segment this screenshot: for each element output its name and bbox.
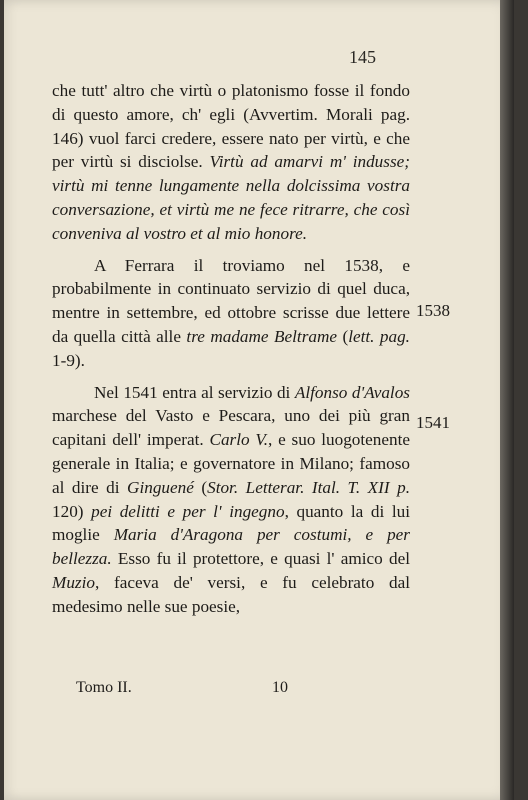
- text-run: Ginguené: [127, 477, 194, 497]
- book-spine-shadow: [500, 0, 514, 800]
- footer-signature: 10: [272, 679, 288, 696]
- text-run: che tutt' altro che virtù o platonismo fosse il fondo di questo amore, ch' egli (Avvertim. Morali pag. 146) vuol farci credere, essere nato per virtù, e che per virtù si disciolse.: [52, 81, 410, 172]
- text-run: , e suo luogotenente generale in Italia; e governatore in Milano; famoso al dire di: [52, 430, 410, 497]
- paragraph-2: [52, 254, 410, 373]
- text-run: , faceva de' versi, e fu celebrato dal medesimo nelle sue poesie,: [52, 572, 410, 616]
- text-run: Carlo V.: [209, 430, 268, 450]
- text-run: Muzio: [52, 572, 95, 592]
- body-text: [52, 79, 410, 619]
- text-run: Nel 1541 entra al servizio di: [94, 382, 295, 402]
- text-run: tre madame Beltrame: [186, 326, 338, 346]
- margin-year-1538: 1538: [416, 301, 450, 320]
- paragraph-1: [52, 79, 410, 246]
- paragraph-3: [52, 381, 410, 619]
- footer-volume: Tomo II.: [76, 679, 132, 696]
- text-run: A Ferrara il troviamo nel 1538, e probabilmente in continuato servizio di quel duca, mentre in settembre, ed ottobre scrisse due lettere da quella città alle: [52, 255, 410, 346]
- text-run: (: [337, 326, 349, 346]
- text-run: Stor. Letterar. Ital. T. XII p.: [207, 477, 410, 497]
- text-run: Esso fu il protettore, e quasi l' amico del: [111, 549, 410, 569]
- text-run: Maria d'Aragona per costumi, e per bellezza.: [52, 525, 410, 569]
- page-number: 145: [349, 47, 376, 67]
- text-run: (: [193, 477, 208, 497]
- text-run: pei delitti e per l' ingegno: [91, 501, 285, 521]
- margin-year-1541: 1541: [416, 413, 450, 432]
- text-run: Virtù ad amarvi m' indusse; virtù mi tenne lungamente nella dolcissima vostra conversazione, et virtù me ne fece ritrarre, che così conveniva al vostro et al mio honore.: [52, 152, 410, 243]
- book-page: [4, 0, 514, 800]
- text-run: lett. pag.: [348, 326, 410, 346]
- text-run: Alfonso d'Avalos: [294, 382, 410, 402]
- text-run: 120): [52, 501, 92, 521]
- text-run: , quanto la di lui moglie: [52, 501, 410, 545]
- text-run: 1-9).: [52, 350, 85, 370]
- text-run: marchese del Vasto e Pescara, uno dei più gran capitani dell' imperat.: [52, 406, 410, 450]
